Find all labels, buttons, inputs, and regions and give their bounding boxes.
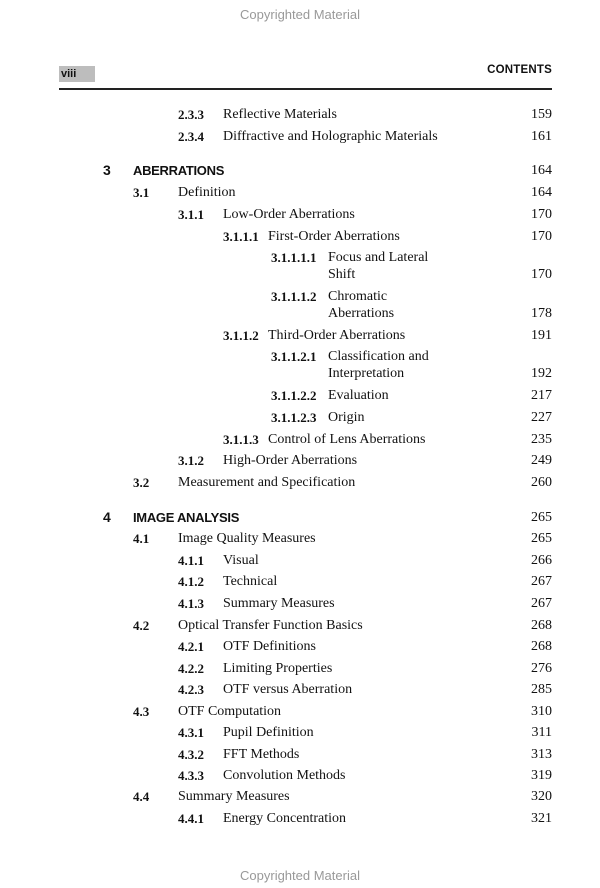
toc-entry-title: ABERRATIONS bbox=[133, 163, 225, 178]
toc-entry-title: Focus and Lateral bbox=[328, 250, 429, 265]
toc-entry-page: 313 bbox=[531, 747, 552, 762]
toc-entry-page: 159 bbox=[531, 107, 552, 122]
toc-entry-number: 3.1.1.2.2 bbox=[271, 388, 317, 403]
toc-entry-number: 4.1 bbox=[133, 531, 150, 546]
toc-entry-number: 3.1.1.2 bbox=[223, 328, 259, 343]
toc-entry-page: 265 bbox=[531, 510, 552, 525]
toc-entry-title: Classification and bbox=[328, 349, 429, 364]
toc-entry-page: 227 bbox=[531, 410, 552, 425]
toc-entry-number: 3.1.1.1.1 bbox=[271, 250, 317, 265]
toc-entry-number: 4.2.2 bbox=[178, 661, 204, 676]
toc-entry-page: 310 bbox=[531, 704, 552, 719]
toc-entry-number: 4.2.3 bbox=[178, 682, 204, 697]
toc-entry-title: FFT Methods bbox=[223, 747, 300, 762]
toc-entry-page: 311 bbox=[531, 725, 552, 740]
toc-entry-number: 4.3.2 bbox=[178, 747, 204, 762]
toc-entry-title: Image Quality Measures bbox=[178, 531, 316, 546]
toc-entry-number: 4.3 bbox=[133, 704, 150, 719]
toc-entry-title: Measurement and Specification bbox=[178, 475, 356, 490]
toc-entry-page: 192 bbox=[531, 366, 552, 381]
toc-entry-title: OTF Definitions bbox=[223, 639, 316, 654]
toc-entry-page: 267 bbox=[531, 574, 552, 589]
toc-entry-number: 4.2 bbox=[133, 618, 150, 633]
toc-entry-page: 191 bbox=[531, 328, 552, 343]
toc-entry-title: Reflective Materials bbox=[223, 107, 337, 122]
toc-entry-title: OTF versus Aberration bbox=[223, 682, 353, 697]
toc-entry-page: 268 bbox=[531, 618, 552, 633]
toc-entry-number: 3.1.1.1.2 bbox=[271, 289, 317, 304]
toc-entry-title: Visual bbox=[223, 553, 259, 568]
toc-entry-title: Evaluation bbox=[328, 388, 389, 403]
toc-entry-number: 3.2 bbox=[133, 475, 150, 490]
toc-entry-title: Low-Order Aberrations bbox=[223, 207, 355, 222]
toc-entry-title: Limiting Properties bbox=[223, 661, 333, 676]
toc-entry-page: 161 bbox=[531, 129, 552, 144]
toc-entry-page: 268 bbox=[531, 639, 552, 654]
toc-entry-number: 4.3.3 bbox=[178, 768, 204, 783]
toc-entry-title: OTF Computation bbox=[178, 704, 282, 719]
toc-entry-page: 319 bbox=[531, 768, 552, 783]
toc-entry-title: Pupil Definition bbox=[223, 725, 314, 740]
toc-entry-title: First-Order Aberrations bbox=[268, 229, 400, 244]
toc-entry-page: 321 bbox=[531, 811, 552, 826]
toc-entry-title-continued: Aberrations bbox=[328, 306, 395, 321]
toc-entry-page: 260 bbox=[531, 475, 552, 490]
toc-entry-page: 170 bbox=[531, 229, 552, 244]
toc-entry-title: Energy Concentration bbox=[223, 811, 346, 826]
toc-entry-number: 4 bbox=[103, 509, 111, 525]
toc-entry-title: Convolution Methods bbox=[223, 768, 346, 783]
toc-entry-page: 249 bbox=[531, 453, 552, 468]
toc-entry-number: 3.1.1 bbox=[178, 207, 204, 222]
page-folio: viii bbox=[59, 66, 95, 82]
toc-entry-page: 267 bbox=[531, 596, 552, 611]
toc-entry-page: 235 bbox=[531, 432, 552, 447]
watermark-bottom: Copyrighted Material bbox=[240, 868, 360, 883]
toc-entry-title: Technical bbox=[223, 574, 278, 589]
toc-entry-title: High-Order Aberrations bbox=[223, 453, 358, 468]
toc-entry-number: 3.1.1.3 bbox=[223, 432, 259, 447]
toc-entry-number: 2.3.4 bbox=[178, 129, 204, 144]
toc-entry-number: 2.3.3 bbox=[178, 107, 204, 122]
toc-entry-number: 3.1.1.1 bbox=[223, 229, 259, 244]
toc-entry-number: 3.1.1.2.3 bbox=[271, 410, 317, 425]
toc-entry-page: 164 bbox=[531, 163, 552, 178]
toc-entry-page: 320 bbox=[531, 789, 552, 804]
toc-entry-page: 170 bbox=[531, 207, 552, 222]
toc-entry-title: Summary Measures bbox=[178, 789, 290, 804]
toc-entry-page: 285 bbox=[531, 682, 552, 697]
toc-entry-title: Control of Lens Aberrations bbox=[268, 432, 426, 447]
toc-entry-page: 265 bbox=[531, 531, 552, 546]
toc-entry-title: Chromatic bbox=[328, 289, 388, 304]
toc-entry-number: 4.2.1 bbox=[178, 639, 204, 654]
toc-entry-number: 4.3.1 bbox=[178, 725, 204, 740]
toc-entry-number: 4.4.1 bbox=[178, 811, 204, 826]
toc-entry-page: 164 bbox=[531, 185, 552, 200]
toc-entry-number: 3 bbox=[103, 162, 111, 178]
toc-entry-title-continued: Shift bbox=[328, 267, 356, 282]
toc-entry-page: 217 bbox=[531, 388, 552, 403]
toc-entry-title: IMAGE ANALYSIS bbox=[133, 510, 240, 525]
toc-entry-number: 4.1.3 bbox=[178, 596, 204, 611]
toc-entry-title: Definition bbox=[178, 185, 236, 200]
toc-entry-title: Third-Order Aberrations bbox=[268, 328, 406, 343]
toc-entry-number: 3.1.2 bbox=[178, 453, 204, 468]
toc-entry-title: Summary Measures bbox=[223, 596, 335, 611]
toc-entry-title: Optical Transfer Function Basics bbox=[178, 618, 363, 633]
watermark-top: Copyrighted Material bbox=[240, 7, 360, 22]
toc-entry-number: 4.1.1 bbox=[178, 553, 204, 568]
toc-entry-page: 178 bbox=[531, 306, 552, 321]
toc-entry-title: Diffractive and Holographic Materials bbox=[223, 129, 438, 144]
toc-entry-page: 170 bbox=[531, 267, 552, 282]
toc-entry-number: 3.1.1.2.1 bbox=[271, 349, 317, 364]
toc-entry-number: 4.4 bbox=[133, 789, 150, 804]
toc-entry-page: 266 bbox=[531, 553, 552, 568]
toc-entry-number: 4.1.2 bbox=[178, 574, 204, 589]
toc-entry-title: Origin bbox=[328, 410, 365, 425]
toc-entry-title-continued: Interpretation bbox=[328, 366, 405, 381]
toc-entry-number: 3.1 bbox=[133, 185, 150, 200]
running-title: CONTENTS bbox=[487, 64, 552, 76]
toc-entry-page: 276 bbox=[531, 661, 552, 676]
